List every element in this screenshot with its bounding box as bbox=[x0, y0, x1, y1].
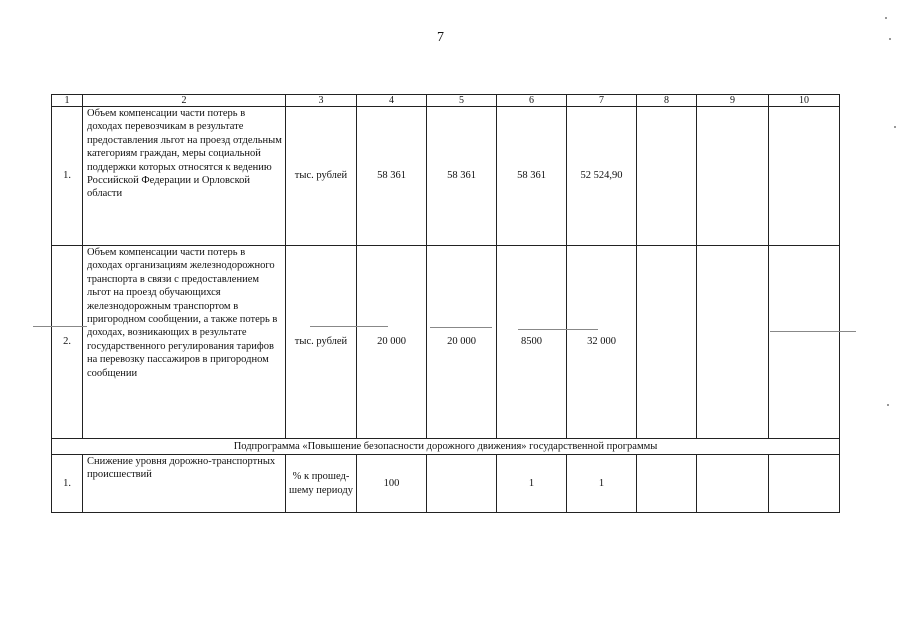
value-cell: 8500 bbox=[497, 246, 567, 439]
value-cell: 32 000 bbox=[567, 246, 637, 439]
value-cell bbox=[769, 455, 840, 513]
value-cell: 1 bbox=[567, 455, 637, 513]
table-row bbox=[52, 455, 840, 513]
scan-artifact-line bbox=[770, 331, 856, 332]
value-cell bbox=[697, 107, 769, 246]
value-cell: 20 000 bbox=[427, 246, 497, 439]
value-cell bbox=[637, 246, 697, 439]
indicator-description: Снижение уровня дорожно-транспортных происшествий bbox=[83, 455, 286, 513]
scan-speck bbox=[889, 38, 891, 40]
row-number: 2. bbox=[52, 246, 83, 439]
table-header-row bbox=[52, 95, 840, 107]
value-cell: 20 000 bbox=[357, 246, 427, 439]
row-number: 1. bbox=[52, 107, 83, 246]
page-number: 7 bbox=[437, 30, 444, 45]
value-cell: 1 bbox=[497, 455, 567, 513]
value-cell bbox=[697, 455, 769, 513]
column-header: 10 bbox=[769, 95, 840, 107]
table-row bbox=[52, 107, 840, 246]
unit-cell: тыс. рублей bbox=[286, 246, 357, 439]
indicator-description: Объем компенсации части потерь в доходах организациям железнодорожного транспорта в связи с предоставлением льгот на проезд обучающихся железнодорожным транспортом в пригородном сообщении, а также потерь в доходах, возникающих в результате государственного регулирования тарифов на перевозку пассажиров в пригородном сообщении bbox=[83, 246, 286, 439]
column-header: 5 bbox=[427, 95, 497, 107]
table-row bbox=[52, 246, 840, 439]
column-header: 8 bbox=[637, 95, 697, 107]
subprogram-title: Подпрограмма «Повышение безопасности дорожного движения» государственной программы bbox=[52, 439, 840, 455]
scan-artifact-line bbox=[518, 329, 598, 330]
column-header: 2 bbox=[83, 95, 286, 107]
value-cell: 52 524,90 bbox=[567, 107, 637, 246]
value-cell: 58 361 bbox=[427, 107, 497, 246]
value-cell bbox=[769, 246, 840, 439]
value-cell bbox=[769, 107, 840, 246]
value-cell: 100 bbox=[357, 455, 427, 513]
value-cell: 58 361 bbox=[357, 107, 427, 246]
scan-artifact-line bbox=[310, 326, 388, 327]
scan-artifact-line bbox=[33, 326, 87, 327]
value-cell: 58 361 bbox=[497, 107, 567, 246]
subprogram-row bbox=[52, 439, 840, 455]
value-cell bbox=[427, 455, 497, 513]
indicators-table bbox=[51, 94, 840, 513]
row-number: 1. bbox=[52, 455, 83, 513]
scan-artifact-line bbox=[430, 327, 492, 328]
column-header: 9 bbox=[697, 95, 769, 107]
scan-speck bbox=[894, 126, 896, 128]
indicator-description: Объем компенсации части потерь в доходах перевозчикам в результате предоставления льгот на проезд отдельным категориям граждан, меры социальной поддержки которых относятся к ведению Российской Федерации и Орловской области bbox=[83, 107, 286, 246]
value-cell bbox=[637, 455, 697, 513]
unit-cell: тыс. рублей bbox=[286, 107, 357, 246]
column-header: 7 bbox=[567, 95, 637, 107]
column-header: 4 bbox=[357, 95, 427, 107]
scan-speck bbox=[887, 404, 889, 406]
column-header: 6 bbox=[497, 95, 567, 107]
column-header: 3 bbox=[286, 95, 357, 107]
unit-cell: % к прошед-шему периоду bbox=[286, 455, 357, 513]
column-header: 1 bbox=[52, 95, 83, 107]
scan-speck bbox=[885, 17, 887, 19]
value-cell bbox=[697, 246, 769, 439]
value-cell bbox=[637, 107, 697, 246]
